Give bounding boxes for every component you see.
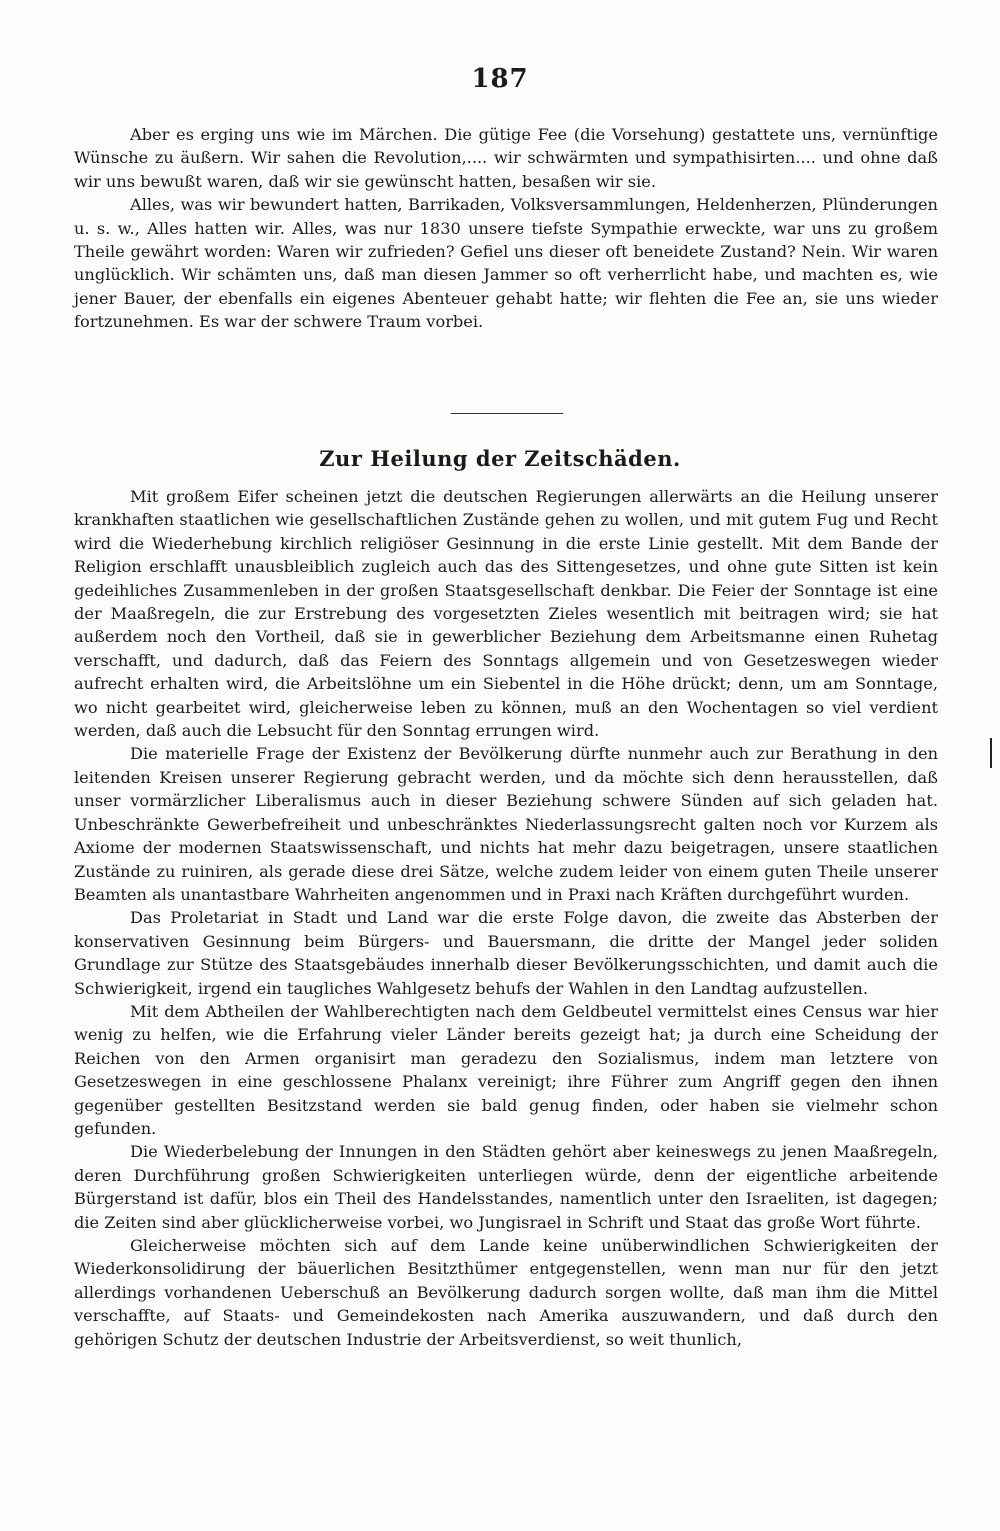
section-divider bbox=[451, 413, 563, 414]
paragraph: Aber es erging uns wie im Märchen. Die gütige Fee (die Vorsehung) gestattete uns, vernünftige Wünsche zu äußern. Wir sahen die Revolution,.... wir schwärmten und sympathisirten.... und ohne daß wir uns bewußt waren, daß wir sie gewünscht hatten, besaßen wir sie. bbox=[74, 125, 938, 191]
paragraph: Mit dem Abtheilen der Wahlberechtigten nach dem Geldbeutel vermittelst eines Census war hier wenig zu helfen, wie die Erfahrung vieler Länder bereits gezeigt hat; ja durch eine Scheidung der Reichen von den Armen organisirt man geradezu den Sozialismus, indem man letztere von Gesetzeswegen in eine geschlossene Phalanx vereinigt; ihre Führer zum Angriff gegen den ihnen gegenüber gestellten Besitzstand werden sie bald genug finden, oder haben sie vielmehr schon gefunden. bbox=[74, 1001, 938, 1138]
paragraph: Alles, was wir bewundert hatten, Barrikaden, Volksversammlungen, Heldenherzen, Plünderungen u. s. w., Alles hatten wir. Alles, was nur 1830 unsere tiefste Sympathie erweckte, war uns zu großem Theile gewährt worden: Waren wir zufrieden? Gefiel uns dieser oft beneidete Zustand? Nein. Wir waren unglücklich. Wir schämten uns, daß man diesen Jammer so oft verherrlicht habe, und machten es, wie jener Bauer, der ebenfalls ein eigenes Abenteuer gehabt hatte; wir flehten die Fee an, sie uns wieder fortzunehmen. Es war der schwere Traum vorbei. bbox=[74, 195, 938, 332]
top-section-text bbox=[74, 123, 938, 334]
paragraph: Das Proletariat in Stadt und Land war die erste Folge davon, die zweite das Absterben der konservativen Gesinnung beim Bürgers- und Bauersmann, die dritte der Mangel jeder soliden Grundlage zur Stütze des Staatsgebäudes innerhalb dieser Bevölkerungsschichten, und damit auch die Schwierigkeit, irgend ein taugliches Wahlgesetz behufs der Wahlen in den Landtag aufzustellen. bbox=[74, 908, 938, 998]
paragraph: Die Wiederbelebung der Innungen in den Städten gehört aber keineswegs zu jenen Maaßregeln, deren Durchführung großen Schwierigkeiten unterliegen würde, denn der eigentliche arbeitende Bürgerstand ist dafür, blos ein Theil des Handelsstandes, namentlich unter den Israeliten, ist dagegen; die Zeiten sind aber glücklicherweise vorbei, wo Jungisrael in Schrift und Staat das große Wort führte. bbox=[74, 1142, 938, 1232]
paragraph: Die materielle Frage der Existenz der Bevölkerung dürfte nunmehr auch zur Berathung in den leitenden Kreisen unserer Regierung gebracht werden, und da möchte sich denn herausstellen, daß unser vormärzlicher Liberalismus auch in dieser Beziehung schwere Sünden auf sich geladen hat. Unbeschränkte Gewerbefreiheit und unbeschränktes Niederlassungsrecht galten noch vor Kurzem als Axiome der modernen Staatswissenschaft, und nichts hat mehr dazu beigetragen, unsere staatlichen Zustände zu ruiniren, als gerade diese drei Sätze, welche zudem leider von einem guten Theile unserer Beamten als unantastbare Wahrheiten angenommen und in Praxi nach Kräften durchgeführt wurden. bbox=[74, 744, 938, 904]
paragraph: Mit großem Eifer scheinen jetzt die deutschen Regierungen allerwärts an die Heilung unserer krankhaften staatlichen wie gesellschaftlichen Zustände gehen zu wollen, und mit gutem Fug und Recht wird die Wiederhebung kirchlich religiöser Gesinnung in die erste Linie gestellt. Mit dem Bande der Religion erschlafft unausbleiblich zugleich auch das des Sittengesetzes, und ohne gute Sitten ist kein gedeihliches Zusammenleben in der großen Staatsgesellschaft denkbar. Die Feier der Sonntage ist eine der Maaßregeln, die zur Erstrebung des vorgesetzten Zieles wesentlich mit beitragen wird; sie hat außerdem noch den Vortheil, daß sie in gewerblicher Beziehung dem Arbeitsmanne einen Ruhetag verschafft, und dadurch, daß das Feiern des Sonntags allgemein und von Gesetzeswegen wieder aufrecht erhalten wird, die Arbeitslöhne um ein Siebentel in die Höhe drückt; denn, um am Sonntage, wo nicht gearbeitet wird, gleicherweise leben zu können, muß an den Wochentagen so viel verdient werden, daß auch die Lebsucht für den Sonntag errungen wird. bbox=[74, 487, 938, 741]
page-number: 187 bbox=[471, 64, 529, 94]
section-body-text bbox=[74, 485, 938, 1351]
section-heading: Zur Heilung der Zeitschäden. bbox=[319, 446, 681, 471]
margin-mark bbox=[990, 738, 992, 768]
paragraph: Gleicherweise möchten sich auf dem Lande keine unüberwindlichen Schwierigkeiten der Wiederkonsolidirung der bäuerlichen Besitzthümer entgegenstellen, wenn man nur für den jetzt allerdings vorhandenen Ueberschuß an Bevölkerung dadurch sorgen wollte, daß man ihm die Mittel verschaffte, auf Staats- und Gemeindekosten nach Amerika auszuwandern, und daß durch den gehörigen Schutz der deutschen Industrie der Arbeitsverdienst, so weit thunlich, bbox=[74, 1236, 938, 1349]
